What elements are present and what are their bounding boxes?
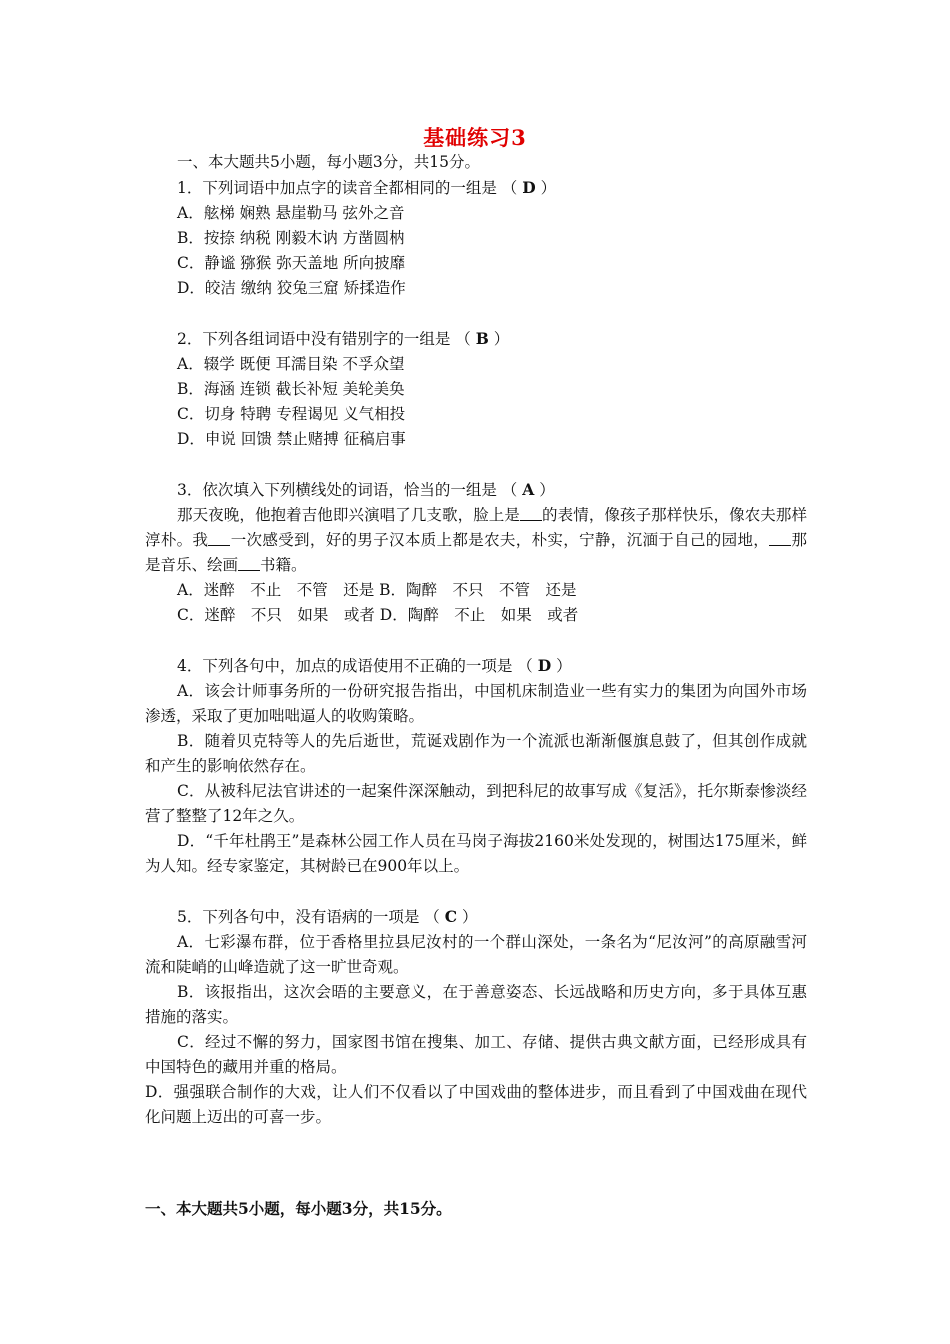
- question-4-option-a: A．该会计师事务所的一份研究报告指出，中国机床制造业一些有实力的集团为向国外市场渗透，采取了更加咄咄逼人的收购策略。: [145, 682, 807, 725]
- fill-blank: [769, 531, 791, 546]
- question-2-stem: 2．下列各组词语中没有错别字的一组是 （ B ）: [177, 329, 510, 348]
- question-1-option-d: D．皎洁 缴纳 狡兔三窟 矫揉造作: [177, 279, 406, 297]
- question-5-option-c: C．经过不懈的努力，国家图书馆在搜集、加工、存储、提供古典文献方面，已经形成具有中国特色的藏用并重的格局。: [145, 1033, 807, 1076]
- fill-blank: [208, 531, 230, 546]
- question-4-answer: D: [537, 656, 552, 675]
- question-2-option-a: A．辍学 既便 耳濡目染 不孚众望: [177, 355, 405, 373]
- question-2-option-d: D．申说 回馈 禁止赌搏 征稿启事: [177, 430, 406, 448]
- page-title: 基础练习3: [423, 125, 527, 150]
- question-2-option-c: C．切身 特聘 专程谒见 义气相投: [177, 405, 406, 423]
- fill-blank: [520, 506, 542, 521]
- question-3-options-cd: C．迷醉 不只 如果 或者 D．陶醉 不止 如果 或者: [177, 606, 579, 624]
- question-5-option-a: A．七彩瀑布群，位于香格里拉县尼汝村的一个群山深处，一条名为“尼汝河”的高原融雪河流和陡峭的山峰造就了这一旷世奇观。: [145, 933, 807, 976]
- question-3-stem: 3．依次填入下列横线处的词语，恰当的一组是 （ A ）: [177, 480, 555, 499]
- question-3-answer: A: [522, 480, 535, 499]
- question-5-option-b: B．该报指出，这次会晤的主要意义，在于善意姿态、长远战略和历史方向，多于具体互惠措施的落实。: [145, 983, 807, 1026]
- document-body: [145, 150, 807, 1130]
- question-1-option-a: A．舷梯 娴熟 悬崖勒马 弦外之音: [177, 204, 405, 222]
- question-5-stem: 5．下列各句中，没有语病的一项是 （ C ）: [177, 907, 478, 926]
- question-3-options-ab: A．迷醉 不止 不管 还是 B．陶醉 不只 不管 还是: [177, 581, 577, 599]
- question-2-answer: B: [475, 329, 489, 348]
- question-3-passage: 那天夜晚，他抱着吉他即兴演唱了几支歌，脸上是 的表情，像孩子那样快乐，像农夫那样淳朴。我 一次感受到，好的男子汉本质上都是农夫，朴实，宁静，沉湎于自己的园地， 那是音乐、绘画 书籍。: [145, 506, 807, 574]
- question-5-answer: C: [444, 907, 458, 926]
- question-1-answer: D: [522, 178, 536, 197]
- question-5-option-d: D．强强联合制作的大戏，让人们不仅看以了中国戏曲的整体进步，而且看到了中国戏曲在现代化问题上迈出的可喜一步。: [145, 1083, 807, 1126]
- question-2-option-b: B．海涵 连锁 截长补短 美轮美奂: [177, 380, 405, 398]
- question-1-option-c: C．静谧 猕猴 弥天盖地 所向披靡: [177, 254, 406, 272]
- question-4-option-d: D．“千年杜鹃王”是森林公园工作人员在马岗子海拔2160米处发现的，树围达175厘米，鲜为人知。经专家鉴定，其树龄已在900年以上。: [145, 832, 807, 875]
- fill-blank: [238, 556, 260, 571]
- section-heading: 一、本大题共5小题，每小题3分，共15分。: [177, 153, 480, 171]
- question-1-stem: 1．下列词语中加点字的读音全都相同的一组是 （ D ）: [177, 178, 557, 197]
- question-4-option-b: B．随着贝克特等人的先后逝世，荒诞戏剧作为一个流派也渐渐偃旗息鼓了，但其创作成就和产生的影响依然存在。: [145, 732, 807, 775]
- question-4-option-c: C．从被科尼法官讲述的一起案件深深触动，到把科尼的故事写成《复活》，托尔斯泰惨淡经营了整整了12年之久。: [145, 782, 807, 825]
- question-1-option-b: B．按捺 纳税 刚毅木讷 方凿圆枘: [177, 229, 405, 247]
- footer-section-heading: 一、本大题共5小题，每小题3分，共15分。: [145, 1199, 452, 1218]
- question-4-stem: 4．下列各句中，加点的成语使用不正确的一项是 （ D ）: [177, 656, 572, 675]
